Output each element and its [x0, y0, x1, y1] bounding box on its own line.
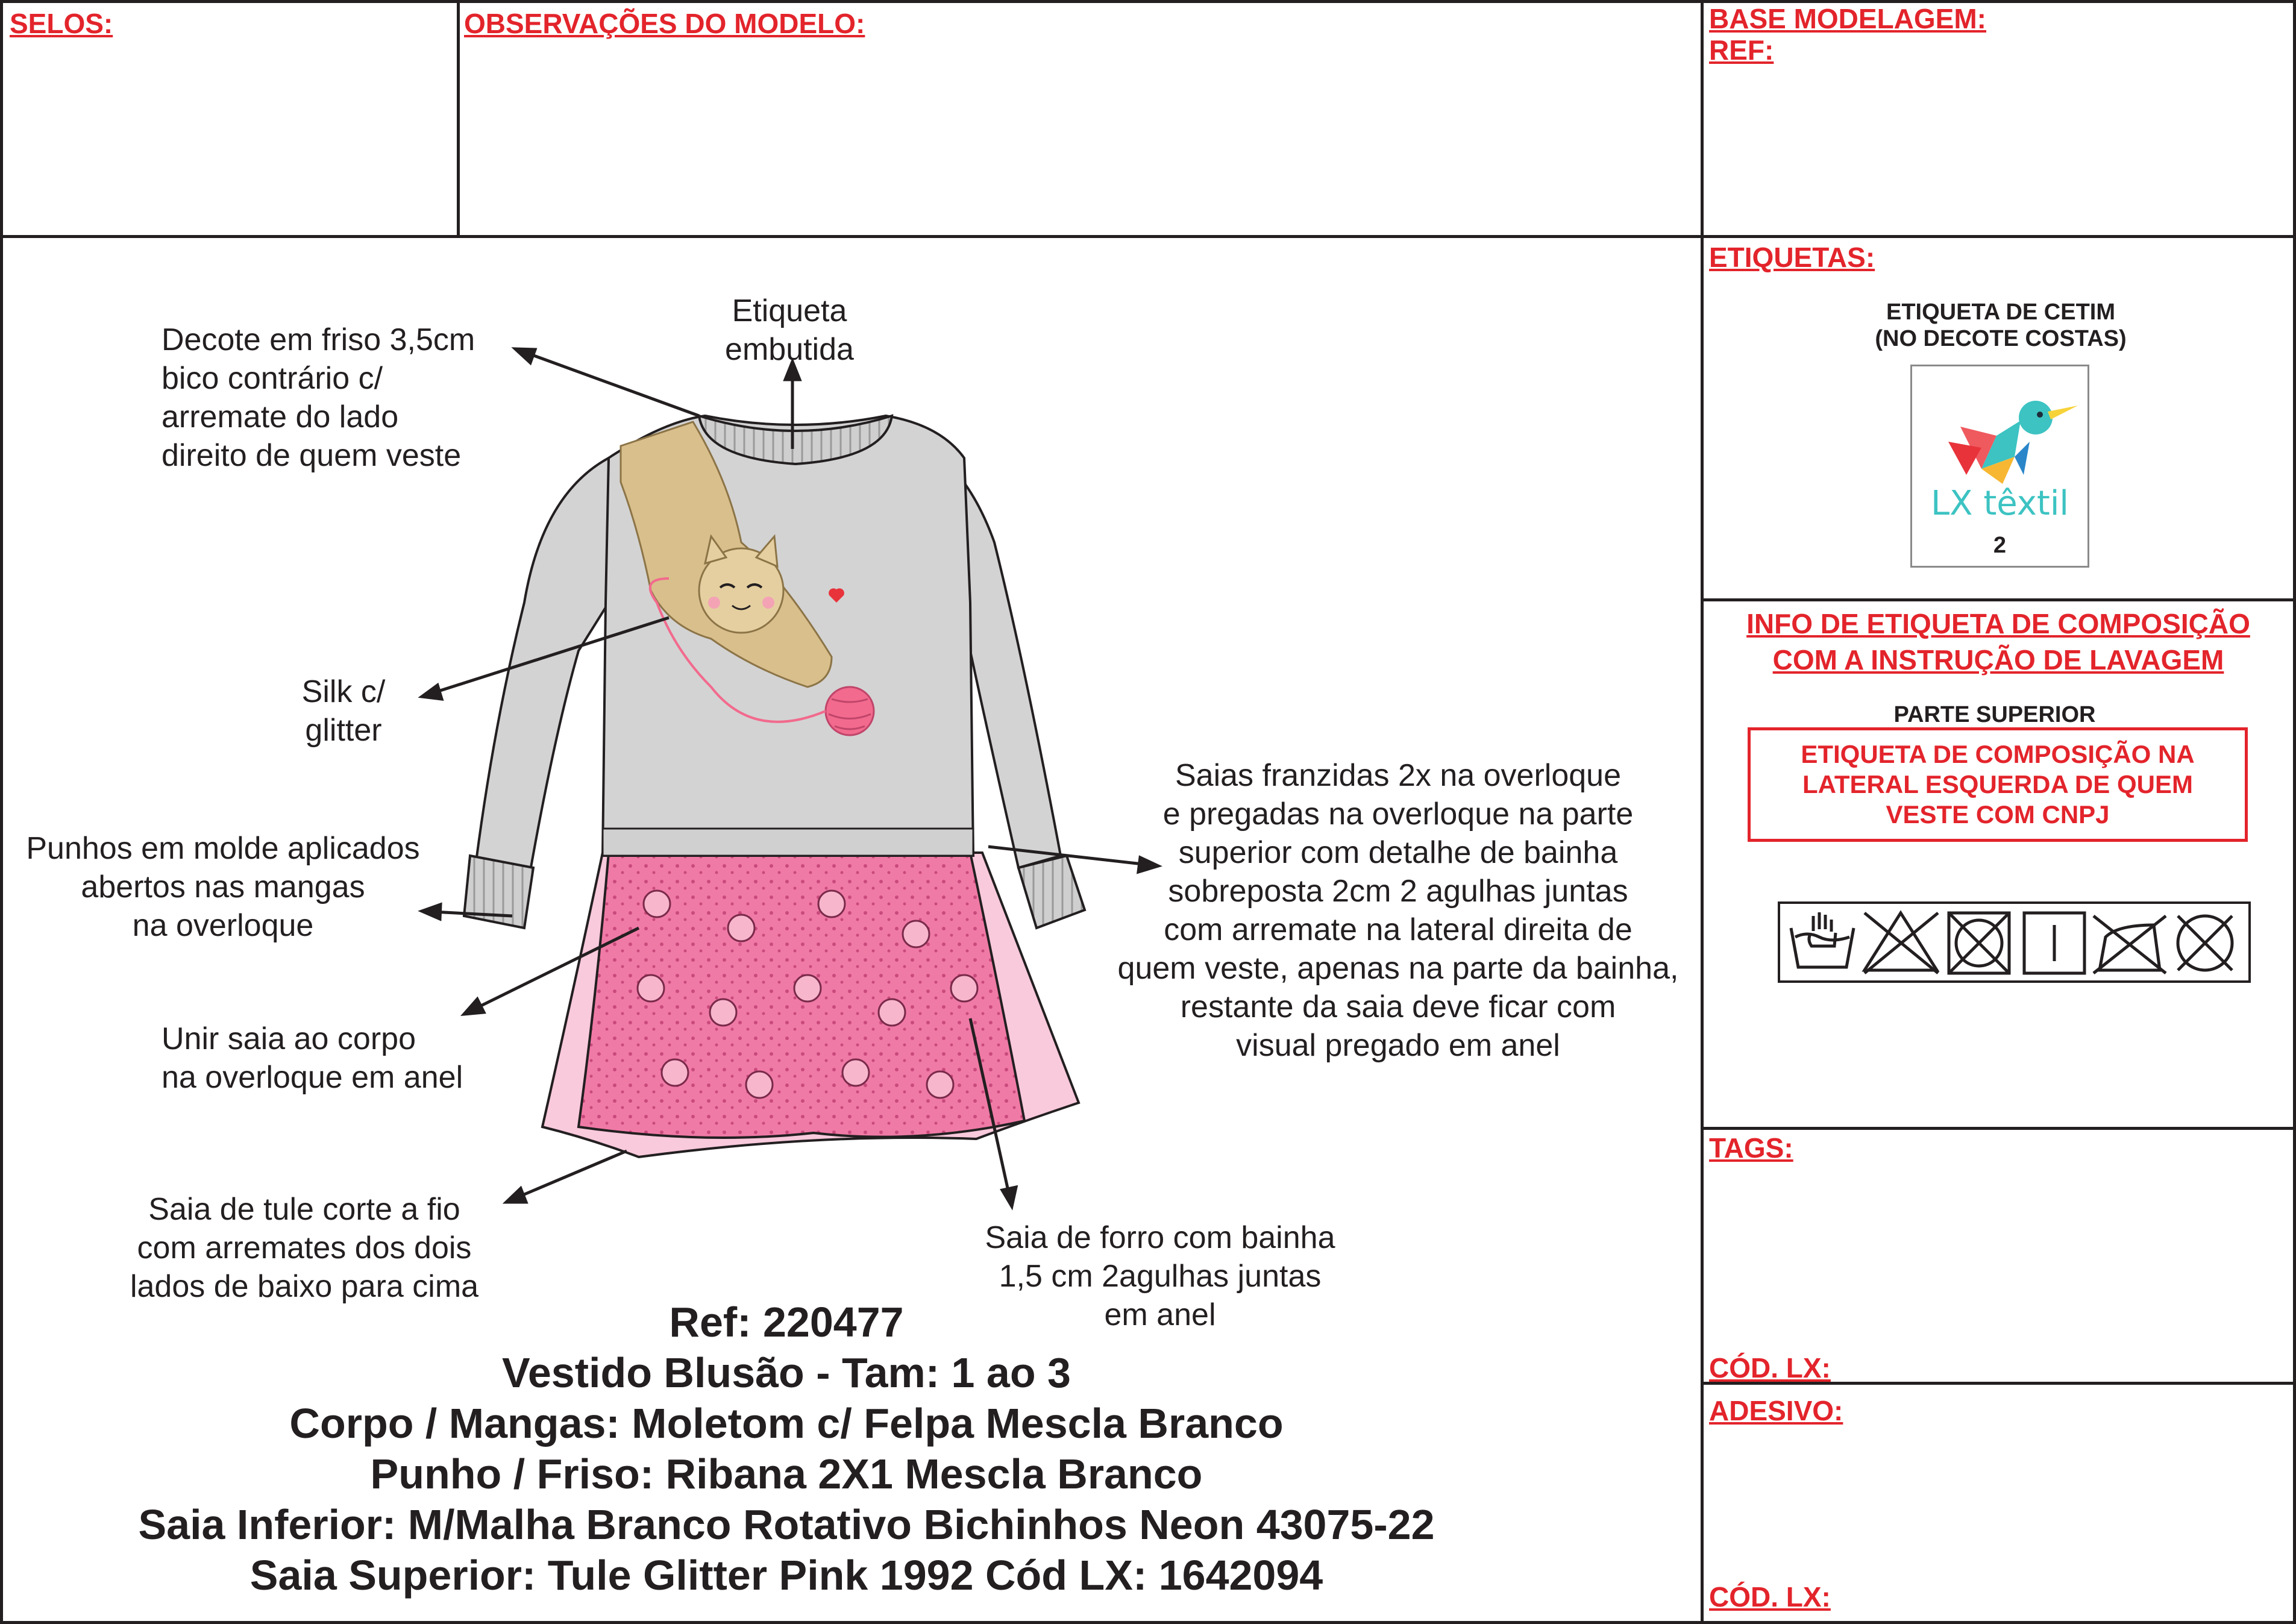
brand-logo-text: LX têxtil — [1930, 484, 2069, 523]
hand-wash-icon — [1791, 912, 1854, 967]
product-ref: Ref: 220477 — [669, 1299, 904, 1346]
etiqueta-embutida-note: Etiqueta embutida — [725, 293, 854, 367]
silk-note: Silk c/ glitter — [301, 674, 386, 748]
label-caption: ETIQUETA DE CETIM (NO DECOTE COSTAS) — [1875, 299, 2127, 351]
product-saia-inferior: Saia Inferior: M/Malha Branco Rotativo Bichinhos Neon 43075-22 — [138, 1501, 1435, 1548]
label-size-number: 2 — [1993, 533, 2007, 558]
etiquetas-header: ETIQUETAS: — [1709, 242, 1875, 273]
product-name: Vestido Blusão - Tam: 1 ao 3 — [502, 1349, 1071, 1396]
decote-note: Decote em friso 3,5cm bico contrário c/ arremate do lado direito de quem veste — [162, 322, 475, 473]
sweater-hem-band — [603, 829, 973, 856]
tags-header: TAGS: — [1709, 1132, 1793, 1164]
left-cuff — [464, 856, 533, 928]
product-punho: Punho / Friso: Ribana 2X1 Mescla Branco — [370, 1450, 1203, 1497]
adesivo-header: ADESIVO: — [1709, 1395, 1843, 1426]
care-symbols — [1780, 904, 2250, 982]
no-tumble-dry-icon — [1949, 913, 2009, 973]
no-bleach-icon — [1865, 913, 1938, 973]
left-sleeve — [476, 458, 609, 871]
care-symbols-strip — [1778, 901, 2251, 983]
product-corpo: Corpo / Mangas: Moletom c/ Felpa Mescla Branco — [289, 1400, 1284, 1447]
line-dry-icon — [2024, 913, 2084, 973]
cod-lx-1-label: CÓD. LX: — [1709, 1352, 1831, 1384]
ref-header: REF: — [1709, 34, 1774, 66]
info-composicao-title: INFO DE ETIQUETA DE COMPOSIÇÃO COM A INSTRUÇÃO DE LAVAGEM — [1746, 608, 2250, 676]
brand-label-card — [1910, 365, 2089, 568]
parte-superior-label: PARTE SUPERIOR — [1893, 702, 2096, 727]
saia-tule-note: Saia de tule corte a fio com arremates dos dois lados de baixo para cima — [130, 1192, 479, 1304]
selos-header: SELOS: — [10, 8, 113, 39]
observacoes-header: OBSERVAÇÕES DO MODELO: — [464, 8, 865, 39]
no-iron-icon — [2094, 916, 2166, 973]
product-saia-superior: Saia Superior: Tule Glitter Pink 1992 Cód LX: 1642094 — [249, 1552, 1323, 1599]
cod-lx-2-label: CÓD. LX: — [1709, 1581, 1831, 1613]
composicao-box: ETIQUETA DE COMPOSIÇÃO NA LATERAL ESQUERDA DE QUEM VESTE COM CNPJ — [1748, 727, 2248, 842]
etiquetas-divider — [1701, 598, 2296, 601]
hummingbird-icon — [1924, 384, 2081, 493]
base-modelagem-header: BASE MODELAGEM: — [1709, 3, 1986, 34]
tags-divider — [1701, 1127, 2296, 1130]
no-dry-clean-icon — [2178, 916, 2232, 970]
right-cuff — [1018, 856, 1085, 928]
saias-franzidas-note: Saias franzidas 2x na overloque e pregadas na overloque na parte superior com detalhe de bainha sobreposta 2cm 2 agulhas juntas com arremate na lateral direita de quem veste, apenas na parte da bainha, restante da saia deve ficar com visual pregado em anel — [1117, 758, 1679, 1063]
unir-saia-note: Unir saia ao corpo na overloque em anel — [162, 1021, 463, 1095]
saia-forro-note: Saia de forro com bainha 1,5 cm 2agulhas juntas em anel — [985, 1220, 1335, 1332]
punhos-note: Punhos em molde aplicados abertos nas mangas na overloque — [26, 831, 420, 943]
